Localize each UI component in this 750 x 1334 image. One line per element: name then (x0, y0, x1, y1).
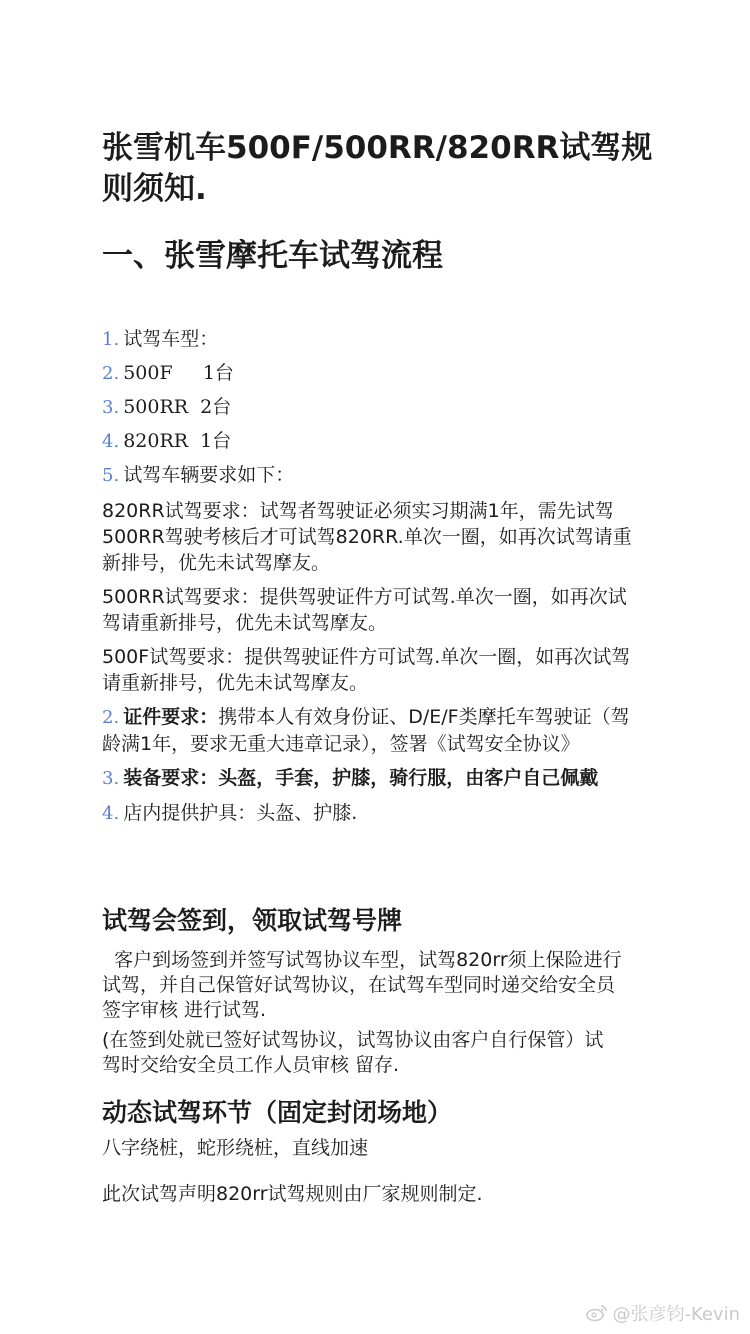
section-heading-dynamic-test: 动态试驾环节（固定封闭场地） (102, 1098, 453, 1127)
test-ride-list (102, 326, 632, 827)
list-number: 4. (102, 431, 120, 452)
rules-declaration: 此次试驾声明820rr试驾规则由厂家规则制定. (102, 1183, 483, 1205)
list-item (102, 394, 632, 428)
list-item (102, 428, 632, 462)
list-item-label: 装备要求： (123, 767, 219, 789)
requirement-820rr: 820RR试驾要求：试驾者驾驶证必须实习期满1年，需先试驾500RR驾驶考核后才可试驾820RR.单次一圈，如再次试驾请重新排号，优先未试驾摩友。 (102, 500, 632, 574)
watermark-text: @张彦钧-Kevin (612, 1304, 740, 1325)
page-title: 张雪机车500F/500RR/820RR试驾规则须知. (102, 130, 653, 207)
list-item (102, 360, 632, 394)
list-item (102, 326, 632, 360)
requirement-500rr: 500RR试驾要求：提供驾驶证件方可试驾.单次一圈，如再次试驾请重新排号，优先未试驾摩友。 (102, 586, 627, 634)
list-item-label: 证件要求： (123, 706, 219, 728)
list-item-text: 携带本人有效身份证、D/E/F类摩托车驾驶证（驾龄满1年，要求无重大违章记录），签署《试驾安全协议》 (102, 706, 630, 755)
list-item-license-requirement (102, 704, 632, 757)
list-number: 5. (102, 465, 120, 486)
check-in-paragraph: 客户到场签到并签写试驾协议车型，试驾820rr须上保险进行试驾，并自己保管好试驾协议，在试驾车型同时递交给安全员签字审核 进行试驾. (102, 949, 622, 1021)
list-item-store-gear (102, 800, 632, 827)
dynamic-test-items: 八字绕桩，蛇形绕桩，直线加速 (102, 1137, 369, 1159)
weibo-logo-icon (586, 1304, 608, 1322)
list-item-text: 头盔，手套，护膝，骑行服，由客户自己佩戴 (218, 767, 599, 789)
list-item-text: 820RR 1台 (123, 430, 232, 452)
check-in-note: (在签到处就已签好试驾协议，试驾协议由客户自行保管）试驾时交给安全员工作人员审核 留存. (102, 1029, 604, 1076)
list-item-text: 试驾车型： (123, 328, 219, 350)
list-number: 1. (102, 329, 120, 350)
section-heading-check-in: 试驾会签到，领取试驾号牌 (102, 906, 403, 935)
list-item-text: 试驾车辆要求如下： (123, 464, 295, 486)
section-heading-test-ride-process: 一、张雪摩托车试驾流程 (102, 238, 443, 274)
list-item-text: 500F 1台 (123, 362, 234, 384)
list-item-text: 500RR 2台 (123, 396, 232, 418)
list-item-text: 店内提供护具：头盔、护膝. (123, 802, 358, 824)
list-number: 2. (102, 707, 120, 728)
list-item (102, 462, 632, 496)
list-number: 3. (102, 768, 120, 789)
weibo-watermark (586, 1300, 740, 1326)
list-number: 4. (102, 803, 120, 824)
list-number: 3. (102, 397, 120, 418)
list-number: 2. (102, 363, 120, 384)
list-item-gear-requirement (102, 765, 632, 792)
requirement-500f: 500F试驾要求：提供驾驶证件方可试驾.单次一圈，如再次试驾请重新排号，优先未试驾摩友。 (102, 646, 631, 694)
